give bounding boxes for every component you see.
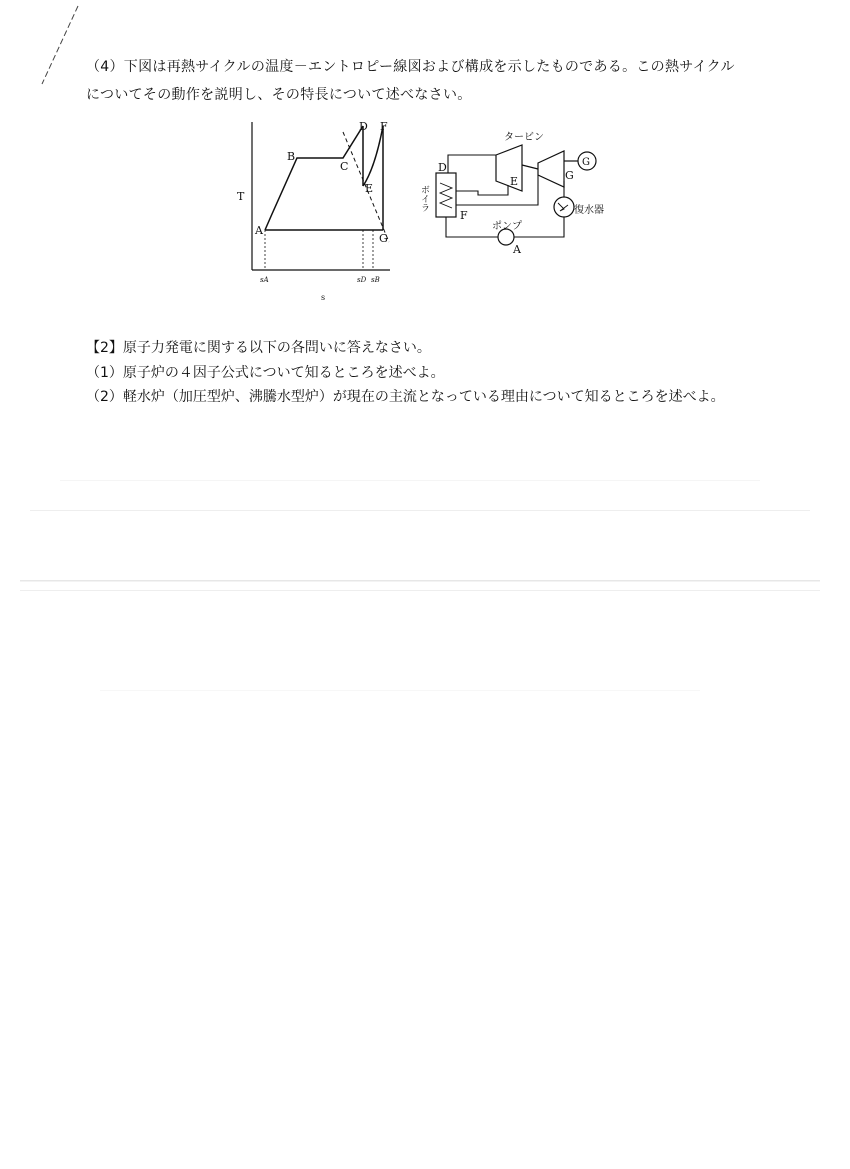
boiler-coil-icon bbox=[440, 183, 452, 208]
section2-question1: （1）原子炉の４因子公式について知るところを述べよ。 bbox=[86, 365, 445, 381]
lp-turbine-icon bbox=[538, 151, 564, 187]
point-f: F bbox=[380, 120, 388, 133]
condenser-label: 復水器 bbox=[574, 205, 604, 216]
scan-mark bbox=[20, 0, 90, 90]
schematic-point-e: E bbox=[510, 175, 519, 188]
point-e: E bbox=[365, 182, 374, 195]
point-b: B bbox=[287, 150, 296, 163]
pipe-pump-to-boiler bbox=[446, 217, 498, 237]
reheat-ef bbox=[363, 126, 383, 186]
tick-sd: sD bbox=[357, 276, 367, 284]
s-axis-label: s bbox=[321, 293, 326, 302]
condenser-icon bbox=[554, 197, 574, 217]
schematic-point-f: F bbox=[460, 209, 468, 222]
schematic-point-d: D bbox=[438, 161, 447, 174]
ts-diagram bbox=[225, 118, 395, 303]
reheat-cycle-schematic bbox=[418, 125, 618, 260]
cycle-boil-line bbox=[265, 126, 363, 230]
point-a: A bbox=[255, 224, 263, 237]
point-g: G bbox=[379, 232, 388, 245]
t-axis-label: T bbox=[237, 190, 245, 203]
schematic-point-g: G bbox=[565, 169, 574, 182]
point-d: D bbox=[359, 120, 368, 133]
pump-label: ポンプ bbox=[492, 221, 522, 232]
boiler-box bbox=[436, 173, 456, 217]
tick-sb: sB bbox=[371, 276, 380, 284]
question4-text-line2: についてその動作を説明し、その特長について述べなさい。 bbox=[86, 87, 472, 103]
schematic-point-a: A bbox=[513, 243, 521, 256]
question4-text-line1: （4）下図は再熱サイクルの温度－エントロピー線図および構成を示したものである。この熱サイクル bbox=[86, 59, 735, 75]
tick-sa: sA bbox=[260, 276, 269, 284]
section2-question2: （2）軽水炉（加圧型炉、沸騰水型炉）が現在の主流となっている理由について知るところを述べよ。 bbox=[86, 389, 725, 405]
hp-turbine-icon bbox=[496, 145, 522, 191]
pipe-reheat-to-lp bbox=[456, 175, 538, 205]
pipe-hp-to-reheat bbox=[456, 185, 508, 195]
turbine-label: タービン bbox=[504, 132, 544, 143]
scan-noise bbox=[0, 440, 850, 840]
pipe-boiler-to-hp bbox=[448, 155, 496, 173]
generator-label: G bbox=[582, 157, 590, 168]
section2-heading: 【2】原子力発電に関する以下の各問いに答えなさい。 bbox=[86, 340, 431, 356]
point-c: C bbox=[340, 160, 349, 173]
boiler-label: ボイラ bbox=[419, 185, 429, 212]
